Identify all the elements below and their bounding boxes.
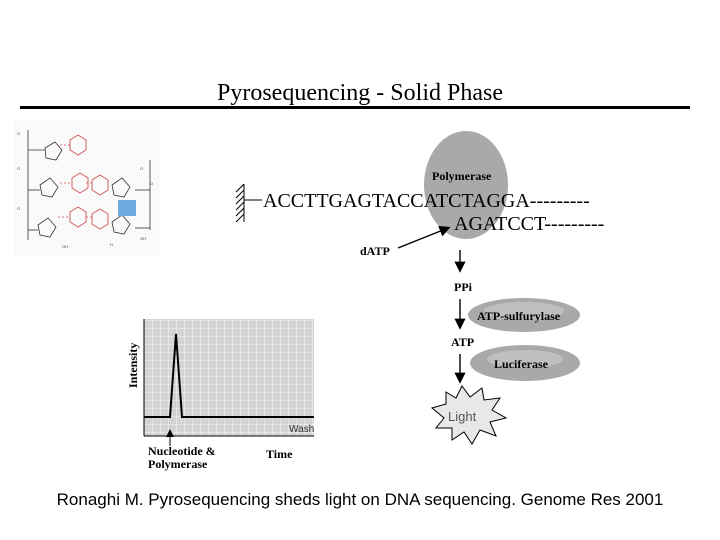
svg-text:O: O (17, 206, 21, 211)
nucleotide-structure-image (14, 120, 160, 255)
datp-label: dATP (360, 244, 390, 258)
intensity-axis-label: Intensity (126, 342, 140, 388)
light-label: Light (448, 409, 477, 424)
luciferase-label: Luciferase (494, 357, 548, 371)
template-strand: ACCTTGAGTACCATCTAGGA--------- (263, 190, 590, 212)
svg-text:O: O (140, 166, 144, 171)
slide-title: Pyrosequencing - Solid Phase (217, 80, 503, 106)
nucleotide-annotation-line1: Nucleotide & (148, 444, 216, 458)
svg-text:O: O (17, 131, 21, 136)
intensity-graph (144, 319, 314, 436)
solid-support-hatch (236, 184, 262, 222)
nucleotide-annotation-line2: Polymerase (148, 457, 208, 471)
atp-label: ATP (451, 335, 475, 349)
wash-label: Wash (289, 424, 315, 435)
svg-text:OH: OH (140, 236, 146, 241)
svg-text:H: H (110, 242, 113, 247)
citation-caption: Ronaghi M. Pyrosequencing sheds light on DNA sequencing. Genome Res 2001 (56, 490, 664, 509)
svg-text:O: O (150, 181, 154, 186)
datp-arrow (398, 228, 448, 248)
polymerase-label: Polymerase (432, 169, 492, 183)
svg-text:OH: OH (62, 244, 68, 249)
ppi-label: PPi (454, 280, 472, 294)
atp-sulfurylase-label: ATP-sulfurylase (477, 309, 561, 323)
time-axis-label: Time (266, 447, 293, 461)
svg-text:O: O (17, 166, 21, 171)
primer-strand: AGATCCT--------- (454, 213, 605, 235)
